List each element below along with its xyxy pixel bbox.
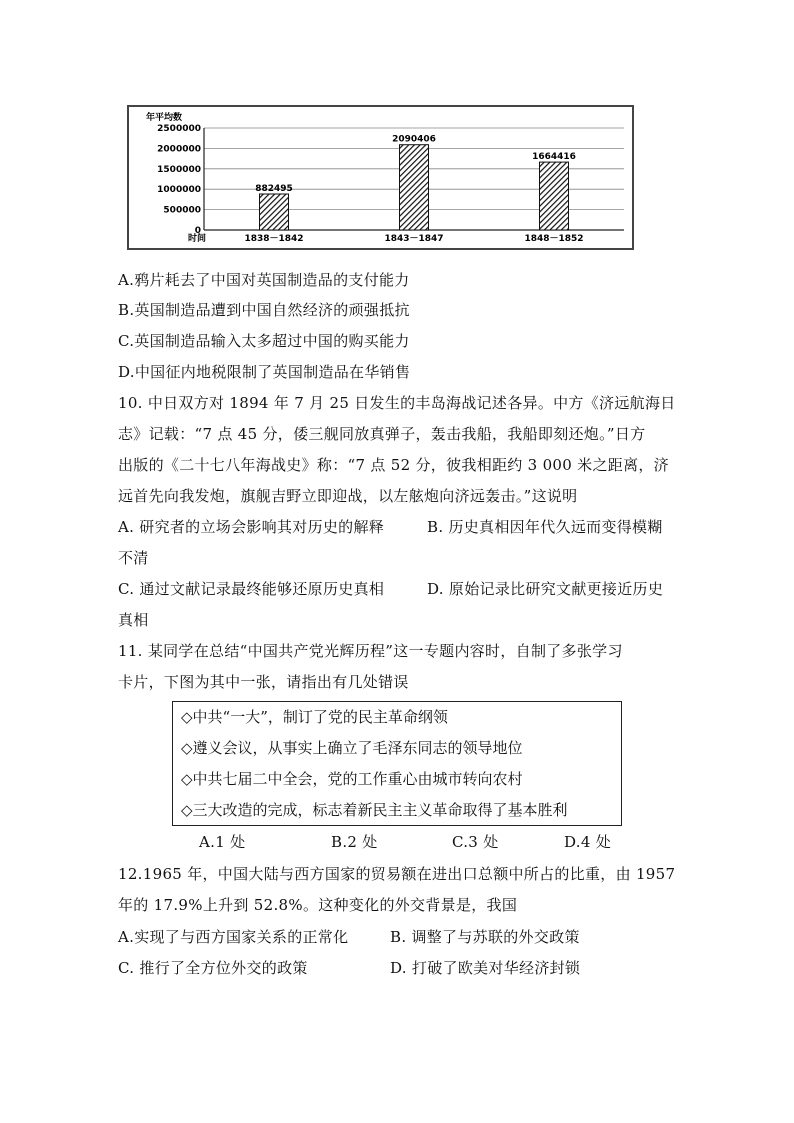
q12-option-b: B. 调整了与苏联的外交政策 xyxy=(390,928,580,946)
y-tick-labels xyxy=(157,124,201,236)
x-tick-label: 1843－1847 xyxy=(384,234,444,244)
card-item-1: ◇中共“一大”，制订了党的民主革命纲领 xyxy=(181,708,448,726)
q10-option-c: C. 通过文献记录最终能够还原历史真相 xyxy=(118,580,385,598)
card-item-2: ◇遵义会议，从事实上确立了毛泽东同志的领导地位 xyxy=(181,739,523,757)
q12-option-a: A.实现了与西方国家关系的正常化 xyxy=(118,928,349,946)
q12-option-d: D. 打破了欧美对华经济封锁 xyxy=(390,959,581,977)
x-tick-label: 1838－1842 xyxy=(244,234,304,244)
study-card xyxy=(172,701,622,826)
bar-chart xyxy=(127,105,634,250)
q10-option-b-continued: 不清 xyxy=(118,549,149,567)
bars xyxy=(260,145,569,230)
q9-option-d: D.中国征内地税限制了英国制造品在华销售 xyxy=(118,363,411,381)
q10-stem-line-4: 远首先向我发炮，旗舰吉野立即迎战，以左舷炮向济远轰击。”这说明 xyxy=(118,487,578,505)
q9-option-c: C.英国制造品输入太多超过中国的购买能力 xyxy=(118,332,410,350)
y-tick-label: 1000000 xyxy=(157,185,201,196)
chart-svg xyxy=(129,107,632,248)
x-tick-label: 1848－1852 xyxy=(524,234,584,244)
q10-stem-line-2: 志》记载：“7 点 45 分，倭三舰同放真弹子，轰击我船，我船即刻还炮。”日方 xyxy=(118,425,646,443)
y-axis-title: 年平均数 xyxy=(146,113,183,123)
q10-stem-line-3: 出版的《二十七八年海战史》称：“7 点 52 分，彼我相距约 3 000 米之距离，济 xyxy=(118,456,669,474)
y-tick-label: 0 xyxy=(194,226,201,236)
q9-option-b: B.英国制造品遭到中国自然经济的顽强抵抗 xyxy=(118,301,410,319)
y-tick-label: 1500000 xyxy=(157,164,201,175)
x-tick-labels xyxy=(244,234,583,244)
y-tick-label: 2500000 xyxy=(157,124,201,134)
data-label: 1664416 xyxy=(532,152,576,163)
y-tick-label: 2000000 xyxy=(157,144,201,155)
q11-option-a: A.1 处 xyxy=(199,833,246,851)
q10-stem-line-1: 10. 中日双方对 1894 年 7 月 25 日发生的丰岛海战记述各异。中方《济远航海日 xyxy=(118,394,676,412)
q12-stem-line-1: 12.1965 年，中国大陆与西方国家的贸易额在进出口总额中所占的比重，由 1957 xyxy=(118,865,676,883)
q12-option-c: C. 推行了全方位外交的政策 xyxy=(118,959,308,977)
q12-stem-line-2: 年的 17.9%上升到 52.8%。这种变化的外交背景是，我国 xyxy=(118,896,518,914)
q9-option-a: A.鸦片耗去了中国对英国制造品的支付能力 xyxy=(118,271,410,289)
q11-option-b: B.2 处 xyxy=(331,833,378,851)
q10-option-b: B. 历史真相因年代久远而变得模糊 xyxy=(427,518,663,536)
q11-stem-line-1: 11. 某同学在总结“中国共产党光辉历程”这一专题内容时，自制了多张学习 xyxy=(118,642,623,660)
x-axis-title: 时间 xyxy=(187,234,207,244)
y-tick-label: 500000 xyxy=(163,205,201,216)
q10-option-d-continued: 真相 xyxy=(118,611,149,629)
q10-option-a: A. 研究者的立场会影响其对历史的解释 xyxy=(118,518,385,536)
q11-option-d: D.4 处 xyxy=(564,833,612,851)
q11-stem-line-2: 卡片，下图为其中一张，请指出有几处错误 xyxy=(118,673,409,691)
card-item-4: ◇三大改造的完成，标志着新民主主义革命取得了基本胜利 xyxy=(181,801,568,819)
q11-option-c: C.3 处 xyxy=(452,833,499,851)
bar-1848－1852 xyxy=(540,162,569,230)
bar-1843－1847 xyxy=(400,145,429,230)
bar-1838－1842 xyxy=(260,194,289,230)
card-item-3: ◇中共七届二中全会，党的工作重心由城市转向农村 xyxy=(181,770,523,788)
q10-option-d: D. 原始记录比研究文献更接近历史 xyxy=(427,580,664,598)
data-label: 882495 xyxy=(255,183,293,194)
data-label: 2090406 xyxy=(392,134,436,145)
